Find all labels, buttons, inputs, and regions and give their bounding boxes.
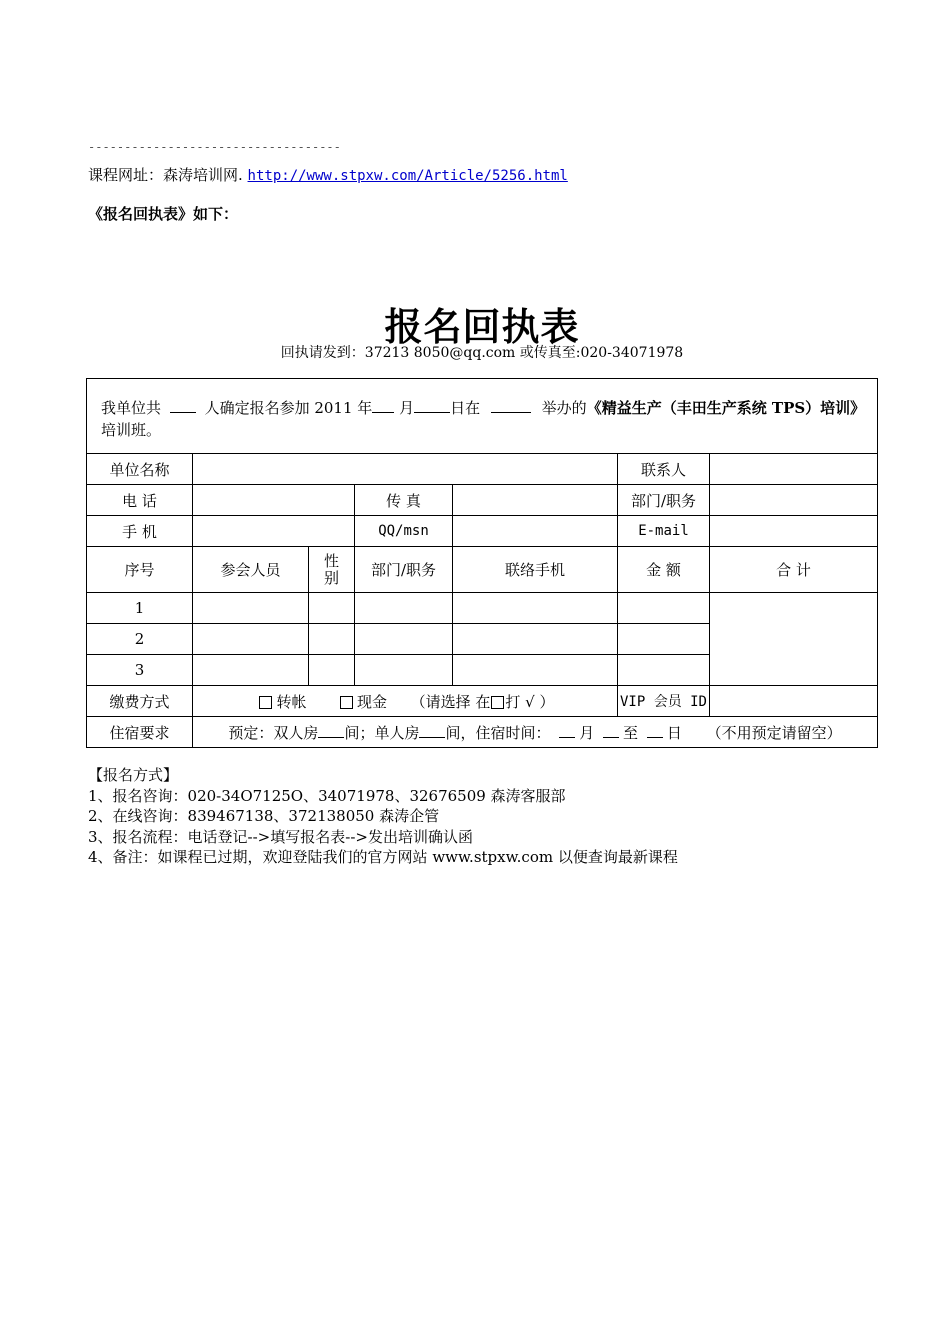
col-dept: 部门/职务 [355,547,453,593]
course-url-line [88,164,568,185]
payment-label: 缴费方式 [87,686,193,717]
col-amount: 金 额 [618,547,710,593]
attendee-field[interactable] [193,593,309,624]
col-seq: 序号 [87,547,193,593]
form-title: 报名回执表 [384,305,580,349]
separator-dashes: ----------------------------------- [88,140,341,154]
info-line: 1、报名咨询：020-34O7125O、34071978、32676509 森涛客服部 [88,786,566,805]
registration-form-table [86,378,878,748]
blank-day[interactable] [414,398,450,413]
phone-field[interactable] [193,485,355,516]
unit-name-label: 单位名称 [87,454,193,485]
cash-checkbox[interactable] [340,696,353,709]
info-line: 2、在线咨询：839467138、372138050 森涛企管 [88,807,440,825]
lodging-details: 预定：双人房 间；单人房 间，住宿时间： 月 至 日 （不用预定请留空） [193,717,878,748]
mobile-label: 手 机 [87,516,193,547]
qq-label: QQ/msn [355,516,453,547]
blank-stay-from[interactable] [603,723,619,738]
fax-field[interactable] [453,485,618,516]
info-line: 4、备注：如课程已过期，欢迎登陆我们的官方网站 www.stpxw.com 以便查询最新课程 [88,848,678,866]
form-subtitle: 回执请发到：37213 8050@qq.com 或传真至:020-34071978 [280,345,684,361]
vip-label: VIP 会员 ID [618,686,710,717]
row-number: 1 [87,593,193,624]
amount-field[interactable] [618,624,710,655]
attendee-field[interactable] [193,624,309,655]
registration-heading: 【报名方式】 [88,766,179,784]
transfer-checkbox[interactable] [259,696,272,709]
attendee-dept-field[interactable] [355,624,453,655]
intro-text: 《报名回执表》如下： [88,205,239,223]
gender-field[interactable] [309,593,355,624]
info-line: 3、报名流程：电话登记-->填写报名表-->发出培训确认函 [88,827,473,846]
mobile-field[interactable] [193,516,355,547]
phone-label: 电 话 [87,485,193,516]
contact-field[interactable] [710,454,878,485]
course-url-label: 课程网址：森涛培训网. [88,166,248,184]
blank-double-rooms[interactable] [318,723,344,738]
course-name: 《精益生产（丰田生产系统 TPS）培训》 [586,399,866,417]
total-field[interactable] [710,593,878,686]
blank-people-count[interactable] [170,398,196,413]
unit-name-field[interactable] [193,454,618,485]
attendee-dept-field[interactable] [355,593,453,624]
amount-field[interactable] [618,655,710,686]
course-url-link[interactable]: http://www.stpxw.com/Article/5256.html [247,168,568,184]
payment-options: 转帐 现金 （请选择 在 打 √ ） [193,686,618,717]
blank-month[interactable] [372,398,394,413]
dept-field[interactable] [710,485,878,516]
row-number: 2 [87,624,193,655]
attendee-dept-field[interactable] [355,655,453,686]
col-gender: 性别 [309,547,355,593]
blank-stay-month[interactable] [559,723,575,738]
statement-cell: 我单位共 人确定报名参加 2011 年 月 日在 举办的《精益生产（丰田生产系统 TPS）培训》培训班。 [87,379,878,454]
registration-info [88,765,678,868]
blank-single-rooms[interactable] [419,723,445,738]
contact-label: 联系人 [618,454,710,485]
lodging-label: 住宿要求 [87,717,193,748]
blank-location[interactable] [491,398,531,413]
gender-field[interactable] [309,655,355,686]
email-label: E-mail [618,516,710,547]
checkbox-hint-icon [491,696,504,709]
qq-field[interactable] [453,516,618,547]
email-field[interactable] [710,516,878,547]
attendee-mobile-field[interactable] [453,624,618,655]
gender-field[interactable] [309,624,355,655]
vip-field[interactable] [710,686,878,717]
col-attendee: 参会人员 [193,547,309,593]
col-contact-mobile: 联络手机 [453,547,618,593]
attendee-mobile-field[interactable] [453,593,618,624]
fax-label: 传 真 [355,485,453,516]
row-number: 3 [87,655,193,686]
attendee-mobile-field[interactable] [453,655,618,686]
col-total: 合 计 [710,547,878,593]
blank-stay-to[interactable] [647,723,663,738]
attendee-field[interactable] [193,655,309,686]
dept-label: 部门/职务 [618,485,710,516]
amount-field[interactable] [618,593,710,624]
